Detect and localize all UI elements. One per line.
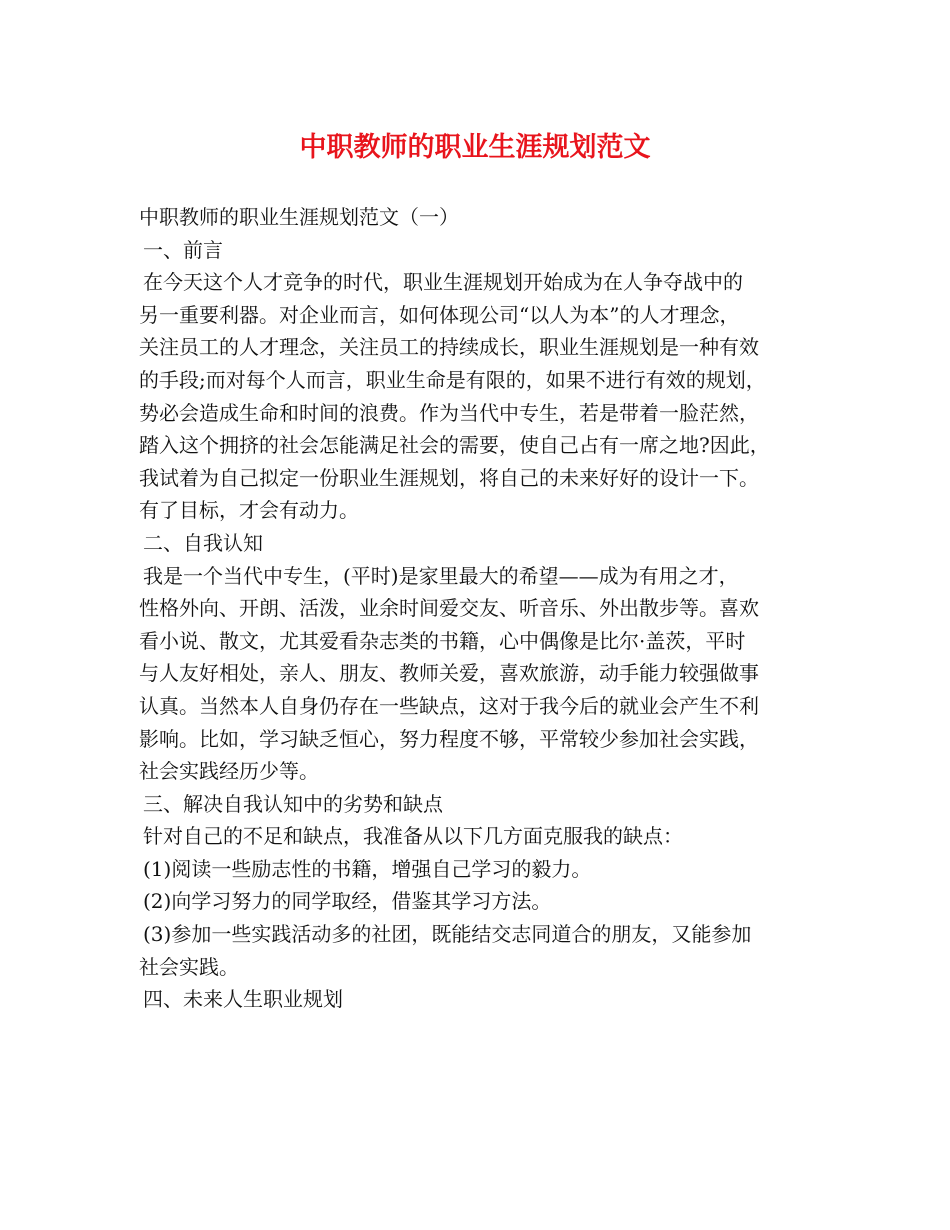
document-title: 中职教师的职业生涯规划范文 [299, 132, 651, 163]
paragraph-line: 影响。比如，学习缺乏恒心，努力程度不够，平常较少参加社会实践， [139, 726, 759, 751]
paragraph-line: 性格外向、开朗、活泼，业余时间爱交友、听音乐、外出散步等。喜欢 [139, 596, 759, 621]
paragraph-line: 社会实践经历少等。 [139, 759, 319, 784]
paragraph-line: 有了目标，才会有动力。 [139, 498, 359, 523]
subheading-career-plan: 四、未来人生职业规划 [143, 987, 343, 1012]
list-item: (1)阅读一些励志性的书籍，增强自己学习的毅力。 [143, 856, 592, 881]
paragraph-line: 社会实践。 [139, 954, 239, 979]
paragraph-line: 关注员工的人才理念，关注员工的持续成长，职业生涯规划是一种有效 [139, 335, 759, 360]
paragraph-line: 的手段;而对每个人而言，职业生命是有限的，如果不进行有效的规划， [139, 367, 766, 392]
list-item: (2)向学习努力的同学取经，借鉴其学习方法。 [143, 889, 552, 914]
paragraph-line: 与人友好相处，亲人、朋友、教师关爱，喜欢旅游，动手能力较强做事 [139, 661, 759, 686]
document-body [139, 201, 819, 1016]
paragraph-line: 我是一个当代中专生，(平时)是家里最大的希望——成为有用之才， [143, 563, 739, 588]
paragraph-line: 认真。当然本人自身仍存在一些缺点，这对于我今后的就业会产生不利 [139, 693, 759, 718]
list-item: (3)参加一些实践活动多的社团，既能结交志同道合的朋友，又能参加 [143, 922, 752, 947]
subheading-preface: 一、前言 [143, 237, 223, 262]
paragraph-line: 在今天这个人才竞争的时代，职业生涯规划开始成为在人争夺战中的 [143, 270, 743, 295]
subheading-self-awareness: 二、自我认知 [143, 530, 263, 555]
section-heading: 中职教师的职业生涯规划范文（一） [139, 205, 459, 229]
subheading-weaknesses: 三、解决自我认知中的劣势和缺点 [143, 791, 443, 816]
paragraph-line: 踏入这个拥挤的社会怎能满足社会的需要，使自己占有一席之地?因此， [139, 433, 770, 458]
paragraph-line: 另一重要利器。对企业而言，如何体现公司“以人为本”的人才理念， [139, 302, 740, 327]
paragraph-line: 针对自己的不足和缺点，我准备从以下几方面克服我的缺点： [143, 824, 683, 849]
paragraph-line: 看小说、散文，尤其爱看杂志类的书籍，心中偶像是比尔·盖茨，平时 [139, 628, 746, 653]
paragraph-line: 我试着为自己拟定一份职业生涯规划，将自己的未来好好的设计一下。 [139, 465, 759, 490]
paragraph-line: 势必会造成生命和时间的浪费。作为当代中专生，若是带着一脸茫然， [139, 400, 759, 425]
